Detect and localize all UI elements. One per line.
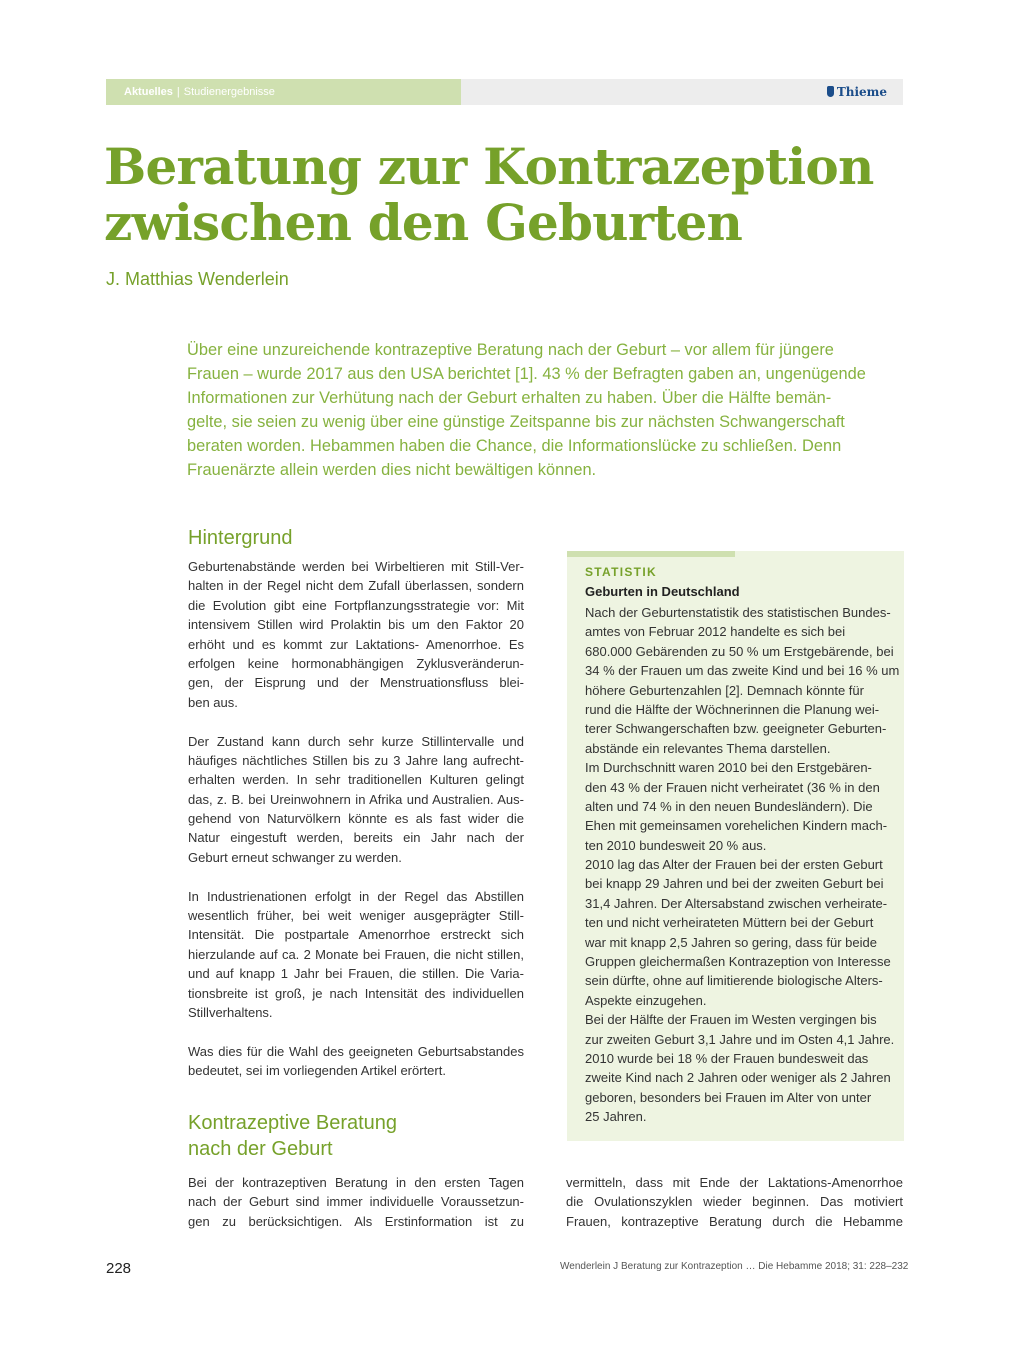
box-line: Im Durchschnitt waren 2010 bei den Erstgebären- xyxy=(585,760,872,776)
body-line: Geburt erneut schwanger zu werden. xyxy=(188,849,402,865)
body-line: Natur eingestuft werden, bereits ein Jahr nach der xyxy=(188,830,524,846)
citation-footer: Wenderlein J Beratung zur Kontrazeption … Die Hebamme 2018; 31: 228–232 xyxy=(560,1261,909,1272)
box-line: Nach der Geburtenstatistik des statistischen Bundes- xyxy=(585,605,891,620)
box-label: STATISTIK xyxy=(585,565,657,579)
article-author: J. Matthias Wenderlein xyxy=(106,269,289,289)
section-body-hintergrund xyxy=(188,557,524,1081)
box-accent-line xyxy=(567,551,735,557)
body-line: halten in der Regel nicht dem Zufall überlassen, sondern xyxy=(188,578,524,594)
body-line: intensivem Stillen wird Prolaktin bis um den Faktor 20 xyxy=(188,617,524,633)
section-body-beratung-left xyxy=(188,1173,524,1231)
section-heading-hintergrund: Hintergrund xyxy=(188,527,293,549)
box-line: 680.000 Gebärenden zu 50 % um Erstgebärende, bei xyxy=(585,643,894,659)
section-heading-kontrazeptive-beratung xyxy=(188,1110,397,1162)
publisher-name: Thieme xyxy=(836,85,887,99)
publisher-logo xyxy=(827,79,887,105)
box-line: den 43 % der Frauen nicht verheiratet (36 % in den xyxy=(585,779,880,795)
box-line: amtes von Februar 2012 handelte es sich bei xyxy=(585,624,846,640)
body-line: bedeutet, sei im vorliegenden Artikel erörtert. xyxy=(188,1063,446,1079)
lead-line: gelte, sie seien zu wenig über eine günstige Zeitspanne bis zur nächsten Schwangerschaft xyxy=(187,413,845,431)
page-number: 228 xyxy=(106,1260,132,1277)
body-line: erhalten werden. In sehr traditionellen Kulturen gelingt xyxy=(188,772,524,788)
shield-icon xyxy=(827,86,834,97)
body-line: Bei der kontrazeptiven Beratung in den ersten Tagen xyxy=(188,1175,524,1190)
body-line: vermitteln, dass mit Ende der Laktations-Amenorrhoe xyxy=(566,1175,903,1190)
box-line: höhere Geburtenzahlen [2]. Demnach könnte für xyxy=(585,682,864,698)
body-line: Geburtenabstände werden bei Wirbeltieren mit Still-Ver- xyxy=(188,559,524,574)
article-title xyxy=(104,139,874,251)
article-lead xyxy=(187,338,907,482)
box-line: Bei der Hälfte der Frauen im Westen vergingen bis xyxy=(585,1012,877,1028)
box-line: ten und nicht verheirateten Müttern bei der Geburt xyxy=(585,915,874,931)
heading-line: nach der Geburt xyxy=(188,1138,333,1160)
body-line: und auf knapp 1 Jahr bei Frauen, die stillen. Die Varia- xyxy=(188,966,524,982)
breadcrumb xyxy=(124,79,275,105)
body-line: erfolgen keine hormonabhängigen Zyklusveränderun- xyxy=(188,655,524,671)
lead-line: Informationen zur Verhütung nach der Geburt erhalten zu haben. Über die Hälfte bemän- xyxy=(187,389,832,407)
running-header xyxy=(106,79,903,105)
body-line: In Industrienationen erfolgt in der Regel das Abstillen xyxy=(188,888,524,904)
body-line: hierzulande auf ca. 2 Monate bei Frauen, die nicht stillen, xyxy=(188,946,524,962)
body-line: Frauen, kontrazeptive Beratung durch die Hebamme xyxy=(566,1213,903,1229)
body-line: die Ovulationszyklen wieder beginnen. Das motiviert xyxy=(566,1194,903,1210)
body-line: ben aus. xyxy=(188,694,238,710)
box-line: war mit knapp 2,5 Jahren so gering, dass für beide xyxy=(585,934,877,950)
body-line: gen zu berücksichtigen. Als Erstinformation ist zu xyxy=(188,1213,524,1229)
box-line: rund die Hälfte der Wöchnerinnen die Planung wei- xyxy=(585,701,880,717)
box-line: Ehen mit gemeinsamen vorehelichen Kindern mach- xyxy=(585,818,888,834)
box-title: Geburten in Deutschland xyxy=(585,584,740,599)
body-line: die Evolution gibt eine Fortpflanzungsstrategie vor: Mit xyxy=(188,597,524,613)
box-line: zweite Kind nach 2 Jahren oder weniger als 2 Jahren xyxy=(585,1070,891,1086)
breadcrumb-subsection[interactable]: Studienergebnisse xyxy=(183,86,275,98)
body-line: nach der Geburt sind immer individuelle Voraussetzun- xyxy=(188,1194,524,1210)
box-line: Gruppen gleichermaßen Kontrazeption von Interesse xyxy=(585,954,891,970)
lead-line: Über eine unzureichende kontrazeptive Beratung nach der Geburt – vor allem für jüngere xyxy=(187,341,834,359)
body-line: Intensität. Die postpartale Amenorrhoe erstreckt sich xyxy=(188,927,524,943)
box-line: bei knapp 29 Jahren und bei der zweiten Geburt bei xyxy=(585,876,884,892)
body-line: Was dies für die Wahl des geeigneten Geburtsabstandes xyxy=(188,1043,524,1059)
statistics-box xyxy=(567,551,904,1141)
body-line: gehend von Naturvölkern könnte es als fast wider die xyxy=(188,811,524,827)
box-line: 2010 wurde bei 18 % der Frauen bundesweit das xyxy=(585,1050,869,1066)
box-body xyxy=(585,603,899,1127)
title-line: Beratung zur Kontrazeption xyxy=(104,137,874,196)
title-line: zwischen den Geburten xyxy=(104,193,743,252)
heading-line: Kontrazeptive Beratung xyxy=(188,1112,398,1134)
box-line: 34 % der Frauen um das zweite Kind und bei 16 % um xyxy=(585,663,900,679)
box-line: abstände ein relevantes Thema darstellen. xyxy=(585,740,831,756)
box-line: ten 2010 bundesweit 20 % aus. xyxy=(585,837,767,853)
body-line: Der Zustand kann durch sehr kurze Stillintervalle und xyxy=(188,733,524,749)
body-line: erhöht und es kommt zur Laktations- Amenorrhoe. Es xyxy=(188,636,524,652)
box-line: Aspekte einzugehen. xyxy=(585,992,707,1008)
lead-line: Frauenärzte allein werden dies nicht bewältigen können. xyxy=(187,461,597,479)
section-body-beratung-right xyxy=(566,1173,903,1231)
box-line: zur zweiten Geburt 3,1 Jahre und im Osten 4,1 Jahre. xyxy=(585,1031,895,1047)
box-line: 25 Jahren. xyxy=(585,1109,647,1125)
box-line: alten und 74 % in den neuen Bundesländern). Die xyxy=(585,798,873,814)
box-line: 2010 lag das Alter der Frauen bei der ersten Geburt xyxy=(585,857,883,873)
body-line: Stillverhaltens. xyxy=(188,1004,273,1020)
body-line: wesentlich früher, bei weit weniger ausgeprägter Still- xyxy=(188,908,524,924)
box-line: geboren, besonders bei Frauen im Alter von unter xyxy=(585,1089,872,1105)
body-line: tionsbreite ist groß, je nach Intensität des individuellen xyxy=(188,985,524,1001)
breadcrumb-section[interactable]: Aktuelles xyxy=(124,86,173,98)
box-line: terer Schwangerschaften bzw. geeigneter Geburten- xyxy=(585,721,887,737)
body-line: das, z. B. bei Ureinwohnern in Afrika und Australien. Aus- xyxy=(188,791,524,807)
lead-line: Frauen – wurde 2017 aus den USA berichtet [1]. 43 % der Befragten gaben an, ungenügende xyxy=(187,365,866,383)
breadcrumb-separator: | xyxy=(176,86,180,98)
body-line: gen, der Eisprung und der Menstruationsfluss blei- xyxy=(188,675,524,691)
lead-line: beraten worden. Hebammen haben die Chance, die Informationslücke zu schließen. Denn xyxy=(187,437,842,455)
body-line: häufiges nächtliches Stillen bis zu 3 Jahre lang aufrecht- xyxy=(188,752,524,768)
header-section-bar xyxy=(106,79,461,105)
box-line: 31,4 Jahren. Der Altersabstand zwischen verheirate- xyxy=(585,895,888,911)
box-line: sein dürfte, ohne auf limitierende biologische Alters- xyxy=(585,973,883,989)
